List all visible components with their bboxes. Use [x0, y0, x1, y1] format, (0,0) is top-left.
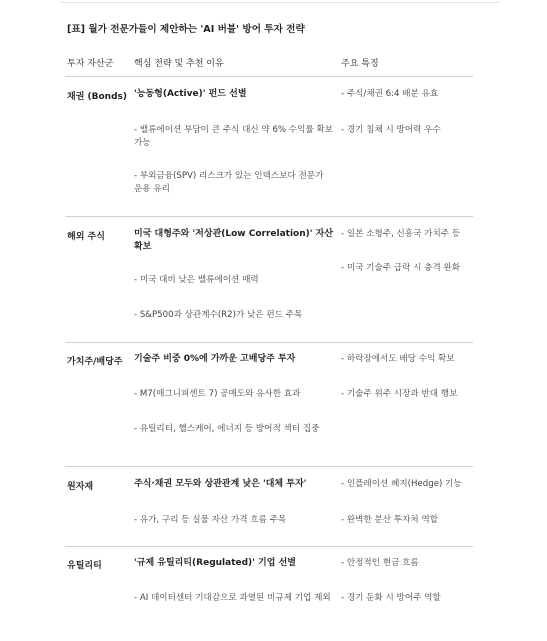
row-feature-value-2: - 기술주 위주 시장과 반대 행보	[341, 389, 458, 399]
row-sub-overseas-2: - S&P500과 상관계수(R2)가 낮은 펀드 주목	[134, 310, 303, 320]
row-divider	[65, 466, 473, 467]
row-feature-bonds-1: - 주식/채권 6:4 배분 유효	[341, 89, 439, 99]
row-feature-overseas-1: - 일본 소형주, 신흥국 가치주 등	[341, 229, 461, 239]
row-category-utilities: 유틸리티	[67, 561, 102, 571]
row-feature-overseas-2: - 미국 기술주 급락 시 충격 완화	[341, 263, 461, 273]
header-divider	[65, 76, 473, 77]
row-feature-utilities-2: - 경기 둔화 시 방어주 역할	[341, 593, 441, 603]
row-sub-overseas-1: - 미국 대비 낮은 밸류에이션 매력	[134, 275, 259, 285]
row-divider	[65, 342, 473, 343]
row-feature-utilities-1: - 안정적인 현금 흐름	[341, 558, 419, 568]
table-title: [표] 월가 전문가들이 제안하는 'AI 버블' 방어 투자 전략	[67, 24, 305, 35]
row-sub-utilities-1: - AI 데이터센터 기대감으로 과열된 비규제 기업 제외	[134, 593, 331, 603]
row-feature-value-1: - 하락장에서도 배당 수익 확보	[341, 354, 455, 364]
row-divider	[65, 546, 473, 547]
row-sub-bonds-2: - 부외금융(SPV) 리스크가 있는 인덱스보다 전문가 운용 유리	[134, 171, 324, 194]
row-category-bonds: 채권 (Bonds)	[67, 92, 127, 102]
header-asset: 투자 자산군	[67, 59, 114, 69]
top-divider	[60, 2, 500, 3]
row-sub-commodities-1: - 유가, 구리 등 실물 자산 가격 흐름 주목	[134, 515, 287, 525]
row-main-value: 기술주 비중 0%에 가까운 고배당주 투자	[134, 354, 296, 364]
row-main-overseas: 미국 대형주와 '저상관(Low Correlation)' 자산 확보	[134, 229, 334, 252]
row-sub-bonds-1: - 밸류에이션 부담이 큰 주식 대신 약 6% 수익률 확보 가능	[134, 125, 334, 148]
row-main-bonds: '능동형(Active)' 펀드 선별	[134, 89, 247, 99]
row-divider	[65, 216, 473, 217]
row-category-commodities: 원자재	[67, 482, 94, 492]
row-feature-commodities-2: - 완벽한 분산 투자처 역할	[341, 515, 439, 525]
row-category-overseas: 해외 주식	[67, 232, 105, 242]
row-category-value: 가치주/배당주	[67, 357, 123, 367]
row-sub-value-2: - 유틸리티, 헬스케어, 에너지 등 방어적 섹터 집중	[134, 424, 320, 434]
row-main-utilities: '규제 유틸리티(Regulated)' 기업 선별	[134, 558, 296, 568]
row-feature-commodities-1: - 인플레이션 헤지(Hedge) 기능	[341, 479, 462, 489]
header-feature: 주요 특징	[341, 59, 379, 69]
row-feature-bonds-2: - 경기 침체 시 방어력 우수	[341, 125, 441, 135]
row-main-commodities: 주식·채권 모두와 상관관계 낮은 '대체 투자'	[134, 479, 307, 489]
row-sub-value-1: - M7(매그니피센트 7) 공매도와 유사한 효과	[134, 389, 301, 399]
header-strategy: 핵심 전략 및 추천 이유	[134, 59, 224, 69]
